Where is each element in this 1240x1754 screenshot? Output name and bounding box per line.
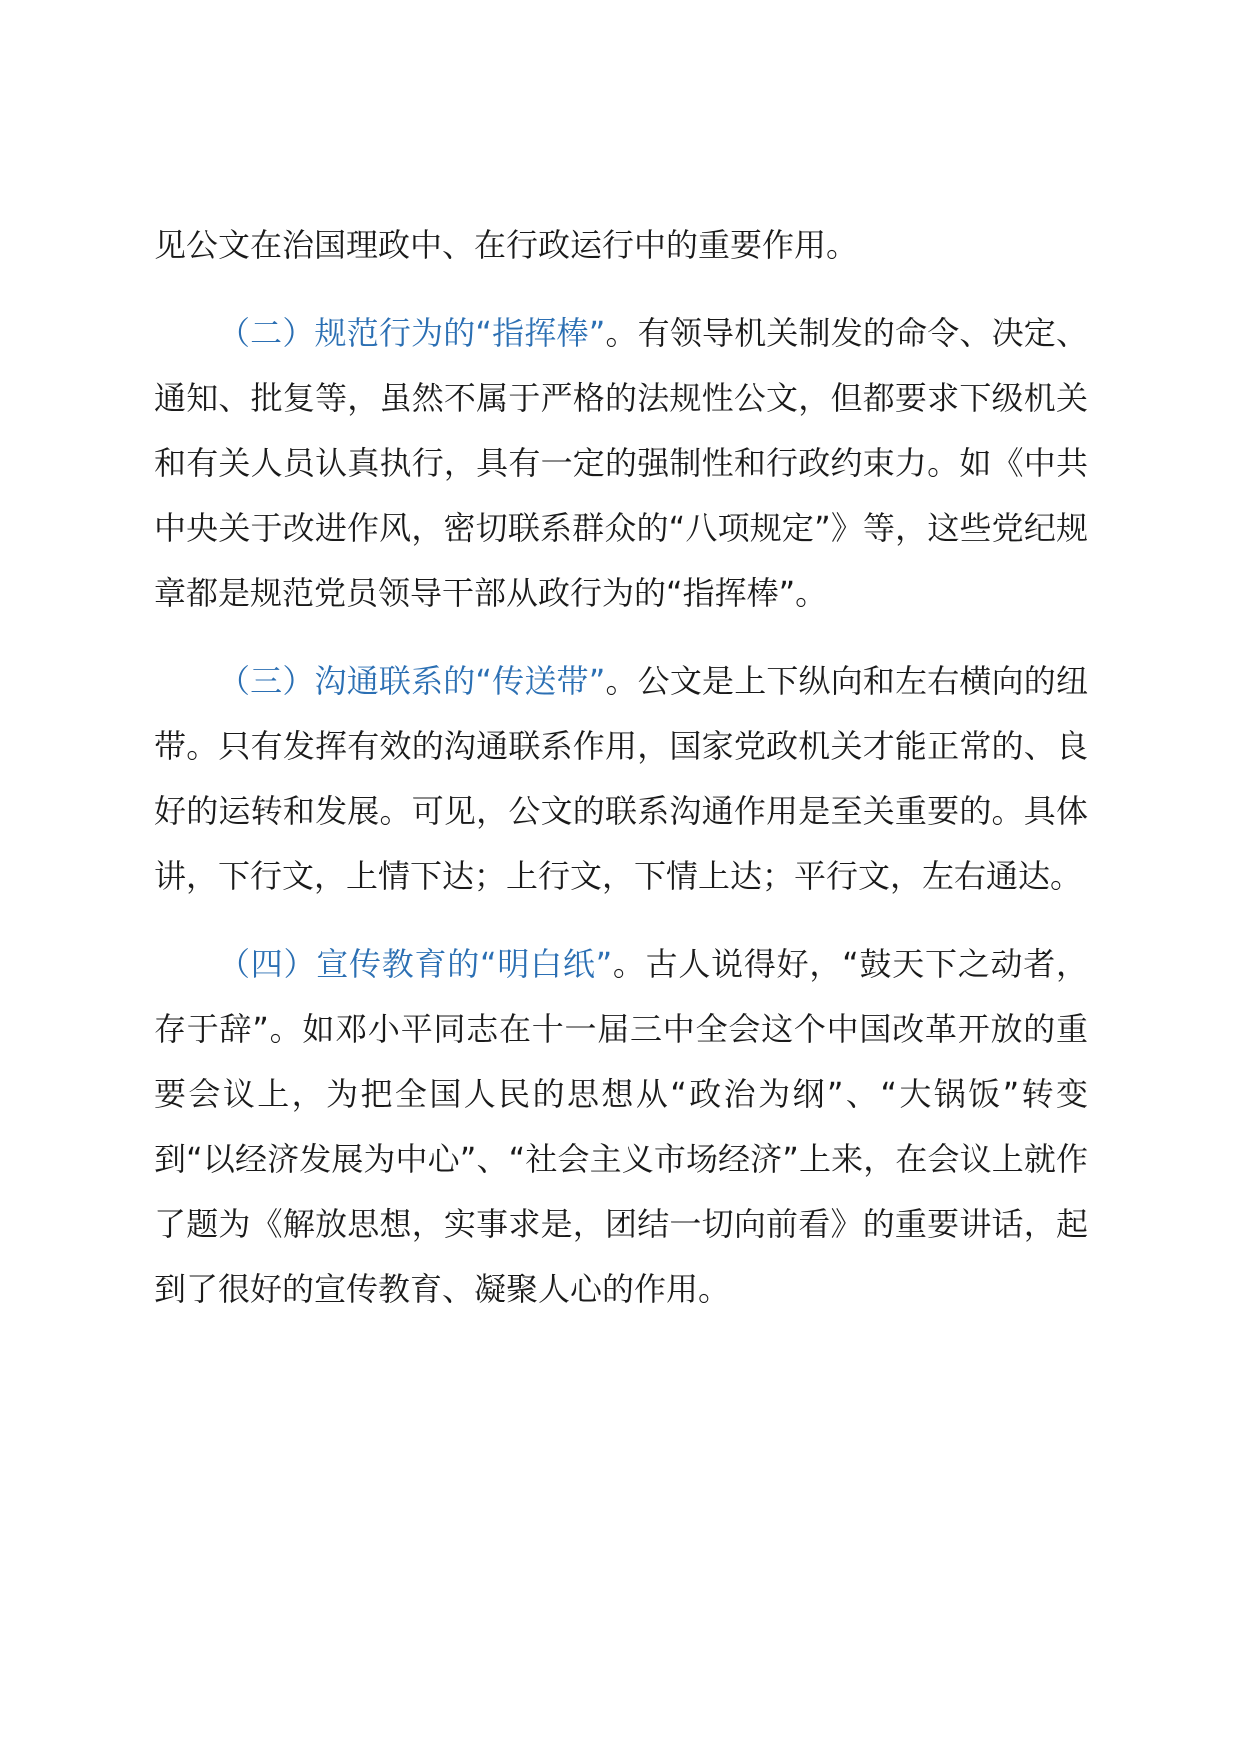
paragraph-text: 。公文是上下纵向和左右横向的纽带。只有发挥有效的沟通联系作用，国家党政机关才能正常的、良好的运转和发展。可见，公文的联系沟通作用是至关重要的。具体讲，下行文，上情下达；上行文，下情上达；平行文，左右通达。 — [154, 662, 1088, 895]
paragraph-continuation — [154, 213, 1088, 278]
section-heading: （四）宣传教育的“明白纸” — [218, 945, 613, 983]
paragraph-text: 。古人说得好，“鼓天下之动者，存于辞”。如邓小平同志在十一届三中全会这个中国改革开放的重要会议上，为把全国人民的思想从“政治为纲”、“大锅饭”转变到“以经济发展为中心”、“社会主义市场经济”上来，在会议上就作了题为《解放思想，实事求是，团结一切向前看》的重要讲话，起到了很好的宣传教育、凝聚人心的作用。 — [154, 945, 1088, 1308]
paragraph-text: 见公文在治国理政中、在行政运行中的重要作用。 — [154, 226, 859, 264]
section-heading: （二）规范行为的“指挥棒” — [218, 314, 606, 352]
paragraph-section-3 — [154, 649, 1088, 909]
paragraph-section-4 — [154, 932, 1088, 1322]
paragraph-text: 。有领导机关制发的命令、决定、通知、批复等，虽然不属于严格的法规性公文，但都要求下级机关和有关人员认真执行，具有一定的强制性和行政约束力。如《中共中央关于改进作风，密切联系群众的“八项规定”》等，这些党纪规章都是规范党员领导干部从政行为的“指挥棒”。 — [154, 314, 1088, 612]
section-heading: （三）沟通联系的“传送带” — [218, 662, 606, 700]
document-body — [154, 213, 1088, 1322]
paragraph-section-2 — [154, 301, 1088, 626]
